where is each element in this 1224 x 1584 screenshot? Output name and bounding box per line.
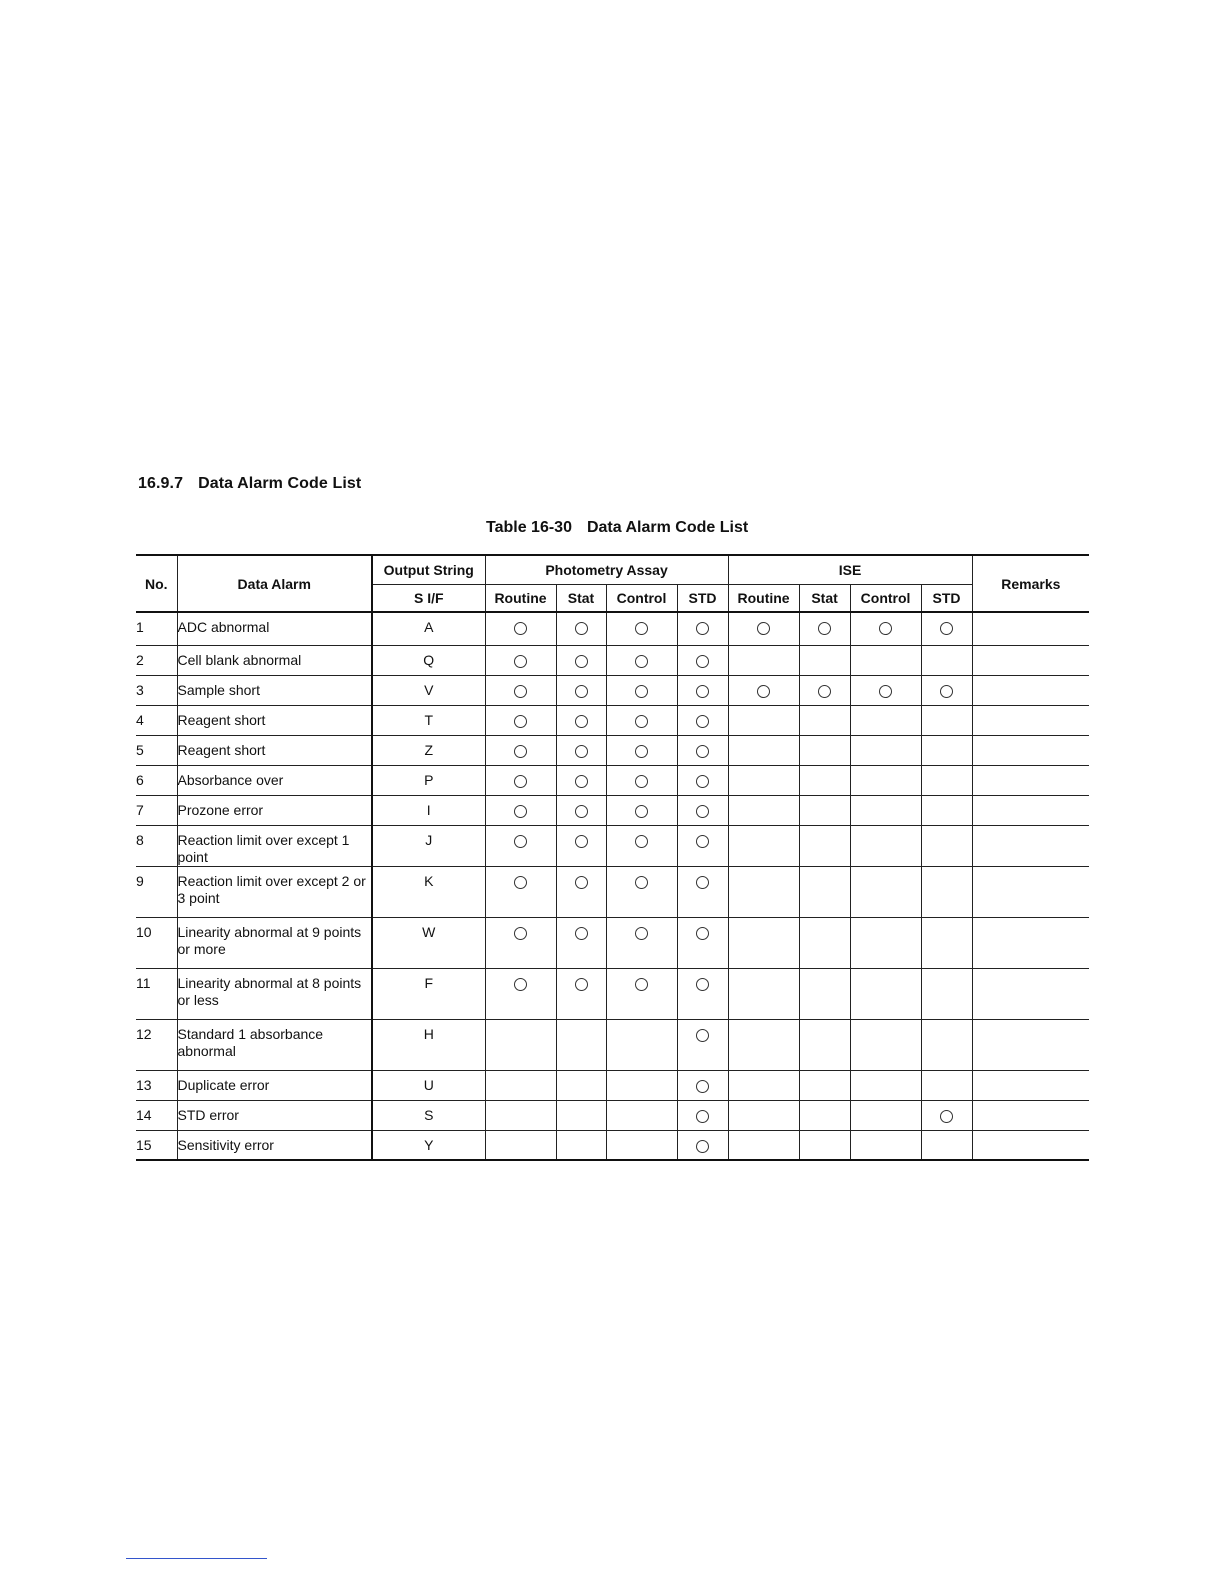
cell-data-alarm: ADC abnormal (177, 612, 372, 645)
cell-photometry-control (606, 705, 677, 735)
cell-photometry-std (677, 1100, 728, 1130)
cell-no: 5 (136, 735, 177, 765)
cell-photometry-stat (556, 675, 606, 705)
header-output-string: Output String (372, 555, 485, 585)
cell-no: 2 (136, 645, 177, 675)
circle-mark-icon (696, 927, 709, 940)
cell-photometry-std (677, 866, 728, 917)
cell-photometry-stat (556, 795, 606, 825)
circle-mark-icon (514, 745, 527, 758)
cell-photometry-stat (556, 1130, 606, 1160)
header-photometry-assay: Photometry Assay (485, 555, 728, 585)
cell-ise-stat (799, 825, 850, 866)
cell-ise-std (921, 612, 972, 645)
cell-ise-routine (728, 735, 799, 765)
cell-ise-control (850, 765, 921, 795)
circle-mark-icon (575, 655, 588, 668)
cell-data-alarm: Cell blank abnormal (177, 645, 372, 675)
cell-photometry-stat (556, 1100, 606, 1130)
cell-no: 8 (136, 825, 177, 866)
cell-photometry-control (606, 1070, 677, 1100)
cell-photometry-std (677, 705, 728, 735)
cell-ise-std (921, 917, 972, 968)
cell-ise-routine (728, 705, 799, 735)
cell-ise-stat (799, 765, 850, 795)
cell-photometry-std (677, 765, 728, 795)
cell-photometry-std (677, 1130, 728, 1160)
circle-mark-icon (940, 622, 953, 635)
cell-remarks (972, 645, 1089, 675)
cell-ise-stat (799, 1130, 850, 1160)
cell-output-string: Z (372, 735, 485, 765)
cell-ise-stat (799, 968, 850, 1019)
cell-ise-control (850, 1070, 921, 1100)
cell-remarks (972, 612, 1089, 645)
cell-no: 4 (136, 705, 177, 735)
circle-mark-icon (575, 835, 588, 848)
circle-mark-icon (635, 927, 648, 940)
circle-mark-icon (635, 876, 648, 889)
cell-photometry-std (677, 795, 728, 825)
circle-mark-icon (575, 745, 588, 758)
cell-ise-control (850, 825, 921, 866)
data-alarm-table (136, 554, 1089, 1161)
cell-ise-routine (728, 795, 799, 825)
table-row (136, 735, 1089, 765)
cell-ise-control (850, 968, 921, 1019)
cell-photometry-routine (485, 968, 556, 1019)
circle-mark-icon (635, 622, 648, 635)
header-ise-control: Control (850, 585, 921, 613)
cell-data-alarm: Linearity abnormal at 9 points or more (177, 917, 372, 968)
cell-photometry-stat (556, 968, 606, 1019)
cell-data-alarm: Sensitivity error (177, 1130, 372, 1160)
cell-ise-routine (728, 765, 799, 795)
header-photometry-stat: Stat (556, 585, 606, 613)
cell-photometry-routine (485, 795, 556, 825)
cell-photometry-control (606, 968, 677, 1019)
circle-mark-icon (757, 685, 770, 698)
circle-mark-icon (696, 1140, 709, 1153)
cell-ise-stat (799, 866, 850, 917)
cell-output-string: Q (372, 645, 485, 675)
cell-photometry-std (677, 1019, 728, 1070)
cell-ise-routine (728, 866, 799, 917)
cell-ise-stat (799, 917, 850, 968)
cell-ise-control (850, 735, 921, 765)
cell-ise-std (921, 968, 972, 1019)
circle-mark-icon (696, 978, 709, 991)
cell-ise-std (921, 675, 972, 705)
section-title: Data Alarm Code List (198, 475, 362, 492)
cell-photometry-routine (485, 1019, 556, 1070)
table-title: Data Alarm Code List (586, 519, 749, 536)
circle-mark-icon (514, 655, 527, 668)
cell-no: 11 (136, 968, 177, 1019)
cell-ise-routine (728, 825, 799, 866)
cell-photometry-routine (485, 645, 556, 675)
cell-ise-std (921, 1019, 972, 1070)
cell-no: 3 (136, 675, 177, 705)
cell-remarks (972, 1100, 1089, 1130)
table-caption (486, 519, 748, 537)
cell-no: 7 (136, 795, 177, 825)
cell-photometry-stat (556, 917, 606, 968)
cell-photometry-control (606, 612, 677, 645)
cell-remarks (972, 705, 1089, 735)
cell-output-string: J (372, 825, 485, 866)
table-row (136, 825, 1089, 866)
cell-data-alarm: STD error (177, 1100, 372, 1130)
cell-photometry-control (606, 866, 677, 917)
circle-mark-icon (575, 805, 588, 818)
cell-photometry-stat (556, 735, 606, 765)
circle-mark-icon (818, 622, 831, 635)
table-row (136, 1019, 1089, 1070)
circle-mark-icon (940, 685, 953, 698)
cell-ise-routine (728, 1130, 799, 1160)
cell-remarks (972, 795, 1089, 825)
cell-ise-std (921, 1130, 972, 1160)
cell-ise-routine (728, 645, 799, 675)
cell-output-string: Y (372, 1130, 485, 1160)
cell-data-alarm: Reagent short (177, 705, 372, 735)
circle-mark-icon (879, 685, 892, 698)
cell-ise-control (850, 1100, 921, 1130)
header-ise: ISE (728, 555, 972, 585)
circle-mark-icon (879, 622, 892, 635)
cell-ise-std (921, 825, 972, 866)
cell-ise-stat (799, 645, 850, 675)
circle-mark-icon (696, 835, 709, 848)
cell-remarks (972, 866, 1089, 917)
circle-mark-icon (514, 775, 527, 788)
cell-photometry-stat (556, 1019, 606, 1070)
circle-mark-icon (696, 775, 709, 788)
cell-ise-control (850, 1130, 921, 1160)
cell-ise-control (850, 1019, 921, 1070)
cell-photometry-routine (485, 825, 556, 866)
cell-output-string: K (372, 866, 485, 917)
circle-mark-icon (696, 1110, 709, 1123)
circle-mark-icon (575, 927, 588, 940)
cell-ise-std (921, 735, 972, 765)
table-row (136, 866, 1089, 917)
cell-data-alarm: Duplicate error (177, 1070, 372, 1100)
cell-ise-routine (728, 1019, 799, 1070)
cell-output-string: U (372, 1070, 485, 1100)
cell-output-string: V (372, 675, 485, 705)
cell-photometry-stat (556, 705, 606, 735)
table-number: Table 16-30 (486, 519, 572, 536)
circle-mark-icon (514, 876, 527, 889)
cell-photometry-routine (485, 765, 556, 795)
circle-mark-icon (696, 1080, 709, 1093)
circle-mark-icon (575, 685, 588, 698)
header-s-if: S I/F (372, 585, 485, 613)
table-row (136, 1130, 1089, 1160)
table-row (136, 705, 1089, 735)
cell-ise-routine (728, 968, 799, 1019)
cell-ise-routine (728, 917, 799, 968)
cell-no: 15 (136, 1130, 177, 1160)
cell-ise-stat (799, 1019, 850, 1070)
circle-mark-icon (696, 805, 709, 818)
header-ise-routine: Routine (728, 585, 799, 613)
circle-mark-icon (818, 685, 831, 698)
cell-no: 13 (136, 1070, 177, 1100)
table-row (136, 1070, 1089, 1100)
cell-ise-stat (799, 612, 850, 645)
cell-remarks (972, 825, 1089, 866)
circle-mark-icon (696, 622, 709, 635)
circle-mark-icon (575, 876, 588, 889)
cell-output-string: T (372, 705, 485, 735)
cell-remarks (972, 1070, 1089, 1100)
cell-photometry-std (677, 968, 728, 1019)
cell-photometry-routine (485, 1100, 556, 1130)
cell-photometry-control (606, 795, 677, 825)
cell-photometry-stat (556, 1070, 606, 1100)
circle-mark-icon (575, 775, 588, 788)
cell-output-string: A (372, 612, 485, 645)
cell-photometry-std (677, 825, 728, 866)
circle-mark-icon (514, 978, 527, 991)
circle-mark-icon (514, 927, 527, 940)
cell-ise-control (850, 645, 921, 675)
circle-mark-icon (635, 805, 648, 818)
cell-ise-std (921, 705, 972, 735)
cell-ise-control (850, 795, 921, 825)
cell-no: 9 (136, 866, 177, 917)
cell-data-alarm: Prozone error (177, 795, 372, 825)
cell-photometry-control (606, 1130, 677, 1160)
cell-photometry-std (677, 735, 728, 765)
cell-photometry-routine (485, 866, 556, 917)
table-body (136, 612, 1089, 1160)
header-no: No. (136, 555, 177, 612)
cell-ise-stat (799, 795, 850, 825)
cell-remarks (972, 1130, 1089, 1160)
header-photometry-std: STD (677, 585, 728, 613)
circle-mark-icon (635, 655, 648, 668)
section-heading (138, 475, 361, 493)
cell-ise-control (850, 866, 921, 917)
circle-mark-icon (575, 622, 588, 635)
cell-photometry-routine (485, 1130, 556, 1160)
footer-rule (126, 1558, 267, 1559)
circle-mark-icon (696, 745, 709, 758)
circle-mark-icon (514, 622, 527, 635)
cell-photometry-control (606, 675, 677, 705)
cell-ise-std (921, 645, 972, 675)
circle-mark-icon (696, 655, 709, 668)
cell-no: 6 (136, 765, 177, 795)
circle-mark-icon (635, 745, 648, 758)
cell-data-alarm: Absorbance over (177, 765, 372, 795)
table-row (136, 1100, 1089, 1130)
cell-remarks (972, 917, 1089, 968)
circle-mark-icon (635, 835, 648, 848)
cell-data-alarm: Reaction limit over except 2 or 3 point (177, 866, 372, 917)
cell-photometry-control (606, 1100, 677, 1130)
cell-output-string: I (372, 795, 485, 825)
table-row (136, 795, 1089, 825)
cell-output-string: S (372, 1100, 485, 1130)
cell-no: 12 (136, 1019, 177, 1070)
cell-ise-std (921, 765, 972, 795)
cell-no: 14 (136, 1100, 177, 1130)
cell-photometry-stat (556, 765, 606, 795)
header-ise-std: STD (921, 585, 972, 613)
cell-ise-control (850, 612, 921, 645)
cell-photometry-stat (556, 825, 606, 866)
cell-output-string: F (372, 968, 485, 1019)
cell-photometry-routine (485, 675, 556, 705)
cell-ise-control (850, 917, 921, 968)
cell-photometry-std (677, 645, 728, 675)
cell-photometry-std (677, 675, 728, 705)
cell-photometry-stat (556, 612, 606, 645)
cell-ise-std (921, 1070, 972, 1100)
table-row (136, 675, 1089, 705)
cell-photometry-routine (485, 1070, 556, 1100)
circle-mark-icon (696, 876, 709, 889)
cell-photometry-std (677, 917, 728, 968)
cell-remarks (972, 675, 1089, 705)
cell-remarks (972, 735, 1089, 765)
cell-photometry-routine (485, 705, 556, 735)
cell-ise-control (850, 675, 921, 705)
cell-photometry-stat (556, 645, 606, 675)
cell-data-alarm: Standard 1 absorbance abnormal (177, 1019, 372, 1070)
table-row (136, 612, 1089, 645)
cell-data-alarm: Reaction limit over except 1 point (177, 825, 372, 866)
cell-no: 10 (136, 917, 177, 968)
circle-mark-icon (696, 685, 709, 698)
cell-photometry-routine (485, 735, 556, 765)
cell-photometry-std (677, 612, 728, 645)
cell-remarks (972, 968, 1089, 1019)
cell-ise-routine (728, 1100, 799, 1130)
circle-mark-icon (696, 1029, 709, 1042)
header-photometry-control: Control (606, 585, 677, 613)
table-row (136, 968, 1089, 1019)
cell-photometry-control (606, 917, 677, 968)
cell-remarks (972, 1019, 1089, 1070)
cell-output-string: W (372, 917, 485, 968)
header-remarks: Remarks (972, 555, 1089, 612)
circle-mark-icon (940, 1110, 953, 1123)
cell-ise-std (921, 866, 972, 917)
cell-ise-routine (728, 1070, 799, 1100)
header-ise-stat: Stat (799, 585, 850, 613)
table-row (136, 917, 1089, 968)
circle-mark-icon (514, 835, 527, 848)
cell-ise-std (921, 795, 972, 825)
cell-photometry-control (606, 1019, 677, 1070)
circle-mark-icon (575, 715, 588, 728)
cell-remarks (972, 765, 1089, 795)
cell-output-string: P (372, 765, 485, 795)
cell-photometry-control (606, 825, 677, 866)
circle-mark-icon (514, 805, 527, 818)
cell-ise-stat (799, 1100, 850, 1130)
circle-mark-icon (757, 622, 770, 635)
cell-photometry-control (606, 765, 677, 795)
cell-ise-routine (728, 675, 799, 705)
cell-photometry-control (606, 735, 677, 765)
cell-photometry-control (606, 645, 677, 675)
circle-mark-icon (635, 685, 648, 698)
circle-mark-icon (514, 685, 527, 698)
cell-data-alarm: Reagent short (177, 735, 372, 765)
cell-ise-routine (728, 612, 799, 645)
cell-ise-control (850, 705, 921, 735)
header-photometry-routine: Routine (485, 585, 556, 613)
circle-mark-icon (696, 715, 709, 728)
table-row (136, 765, 1089, 795)
cell-data-alarm: Linearity abnormal at 8 points or less (177, 968, 372, 1019)
cell-ise-std (921, 1100, 972, 1130)
cell-photometry-routine (485, 612, 556, 645)
cell-output-string: H (372, 1019, 485, 1070)
cell-no: 1 (136, 612, 177, 645)
cell-ise-stat (799, 675, 850, 705)
circle-mark-icon (575, 978, 588, 991)
cell-photometry-stat (556, 866, 606, 917)
section-number: 16.9.7 (138, 475, 184, 492)
cell-data-alarm: Sample short (177, 675, 372, 705)
cell-photometry-routine (485, 917, 556, 968)
cell-ise-stat (799, 735, 850, 765)
cell-ise-stat (799, 1070, 850, 1100)
cell-ise-stat (799, 705, 850, 735)
circle-mark-icon (635, 775, 648, 788)
table-row (136, 645, 1089, 675)
circle-mark-icon (635, 978, 648, 991)
circle-mark-icon (514, 715, 527, 728)
header-data-alarm: Data Alarm (177, 555, 372, 612)
circle-mark-icon (635, 715, 648, 728)
cell-photometry-std (677, 1070, 728, 1100)
